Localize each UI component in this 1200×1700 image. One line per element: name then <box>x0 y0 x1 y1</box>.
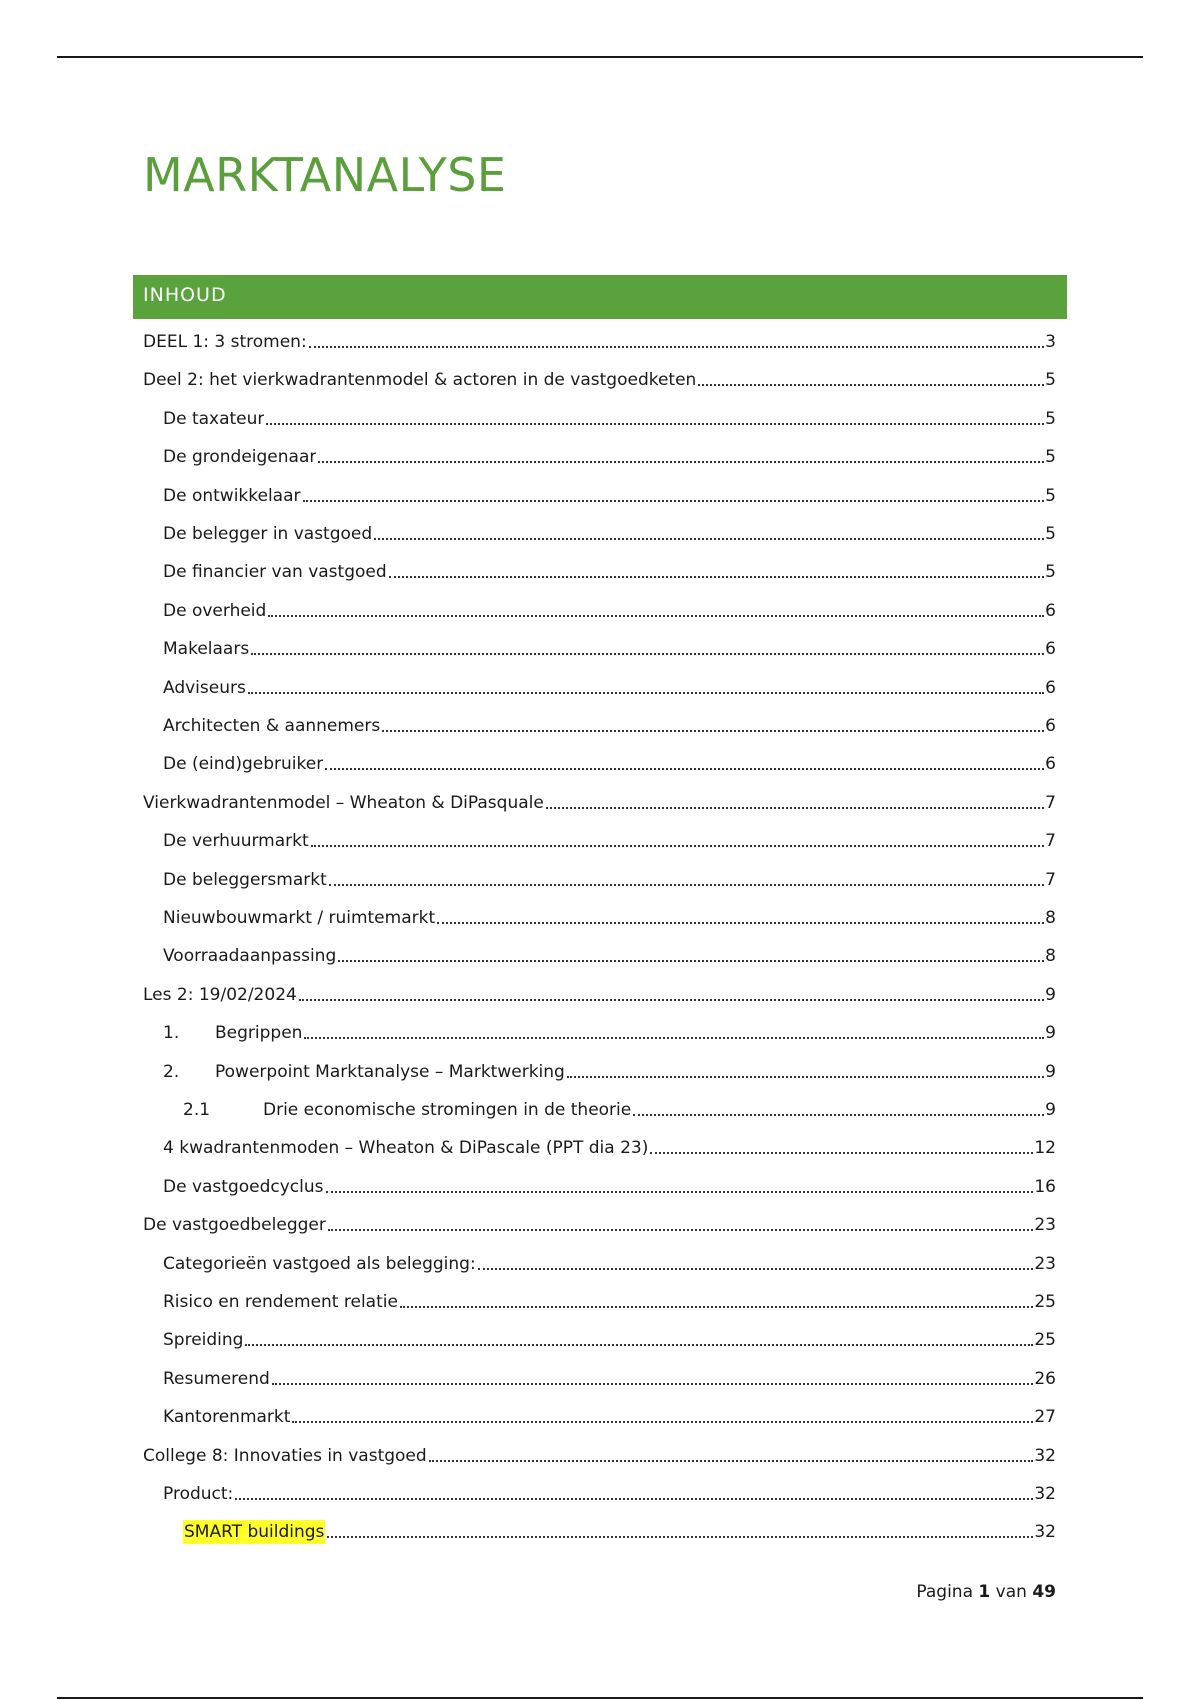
toc-dot-leader <box>309 346 1044 348</box>
toc-entry-title: De belegger in vastgoed <box>163 524 373 544</box>
toc-entry[interactable] <box>163 443 1056 469</box>
toc-page-number: 12 <box>1034 1138 1056 1158</box>
toc-dot-leader <box>245 1344 1033 1346</box>
toc-page-number: 6 <box>1045 639 1056 659</box>
toc-entry-title: Architecten & aannemers <box>163 716 381 736</box>
toc-entry[interactable] <box>143 981 1056 1007</box>
total-pages-number: 49 <box>1032 1582 1056 1602</box>
toc-page-number: 6 <box>1045 678 1056 698</box>
toc-entry[interactable] <box>163 1173 1056 1199</box>
toc-entry-title: Kantorenmarkt <box>163 1407 291 1427</box>
toc-entry-title: Resumerend <box>163 1369 270 1389</box>
toc-entry-title: De vastgoedbelegger <box>143 1215 326 1235</box>
toc-dot-leader <box>327 1536 1033 1538</box>
toc-entry-title: DEEL 1: 3 stromen: <box>143 332 307 352</box>
toc-entry[interactable] <box>163 520 1056 546</box>
toc-dot-leader <box>266 423 1044 425</box>
toc-dot-leader <box>311 845 1045 847</box>
toc-entry-title: Categorieën vastgoed als belegging: <box>163 1254 476 1274</box>
toc-entry-title: Adviseurs <box>163 678 246 698</box>
toc-dot-leader <box>272 1383 1034 1385</box>
toc-entry-title: Product: <box>163 1484 234 1504</box>
toc-dot-leader <box>235 1498 1033 1500</box>
toc-page-number: 5 <box>1045 486 1056 506</box>
toc-entry-title: De beleggersmarkt <box>163 870 327 890</box>
toc-entry[interactable] <box>163 827 1056 853</box>
toc-page-number: 23 <box>1034 1215 1056 1235</box>
toc-entry[interactable] <box>143 1442 1056 1468</box>
toc-entry-title: Spreiding <box>163 1330 244 1350</box>
toc-entry[interactable] <box>163 750 1056 776</box>
toc-dot-leader <box>546 807 1044 809</box>
toc-page-number: 9 <box>1045 1100 1056 1120</box>
current-page-number: 1 <box>978 1582 991 1602</box>
toc-page-number: 5 <box>1045 409 1056 429</box>
toc-heading: INHOUD <box>133 275 1067 319</box>
toc-dot-leader <box>437 922 1044 924</box>
footer-rule <box>57 1697 1143 1699</box>
toc-dot-leader <box>633 1114 1044 1116</box>
toc-entry[interactable] <box>163 1019 1056 1045</box>
toc-entry-title: Vierkwadrantenmodel – Wheaton & DiPasquale <box>143 793 544 813</box>
toc-dot-leader <box>248 692 1044 694</box>
toc-entry[interactable] <box>163 1250 1056 1276</box>
toc-dot-leader <box>268 615 1044 617</box>
document-title: MARKTANALYSE <box>143 148 507 202</box>
of-label: van <box>995 1582 1027 1602</box>
toc-dot-leader <box>650 1152 1033 1154</box>
toc-dot-leader <box>304 1037 1044 1039</box>
toc-dot-leader <box>299 999 1044 1001</box>
toc-entry[interactable] <box>163 866 1056 892</box>
toc-page-number: 23 <box>1034 1254 1056 1274</box>
toc-page-number: 5 <box>1045 562 1056 582</box>
toc-entry[interactable] <box>163 558 1056 584</box>
toc-entry[interactable] <box>163 1288 1056 1314</box>
toc-entry-number: 2. <box>163 1062 180 1082</box>
toc-entry[interactable] <box>163 674 1056 700</box>
toc-dot-leader <box>328 1229 1034 1231</box>
toc-page-number: 6 <box>1045 754 1056 774</box>
toc-entry-title: De verhuurmarkt <box>163 831 309 851</box>
toc-page-number: 32 <box>1034 1522 1056 1542</box>
toc-page-number: 9 <box>1045 985 1056 1005</box>
toc-dot-leader <box>382 730 1044 732</box>
toc-dot-leader <box>292 1421 1033 1423</box>
toc-page-number: 26 <box>1034 1369 1056 1389</box>
toc-dot-leader <box>325 768 1044 770</box>
toc-entry-title: De financier van vastgoed <box>163 562 387 582</box>
toc-entry[interactable] <box>163 1058 1056 1084</box>
toc-entry-title: Les 2: 19/02/2024 <box>143 985 297 1005</box>
toc-entry[interactable] <box>143 1211 1056 1237</box>
toc-page-number: 25 <box>1034 1330 1056 1350</box>
toc-dot-leader <box>326 1191 1034 1193</box>
toc-entry-number: 1. <box>163 1023 180 1043</box>
toc-entry[interactable] <box>163 1480 1056 1506</box>
toc-entry[interactable] <box>183 1518 1056 1544</box>
toc-page-number: 16 <box>1034 1177 1056 1197</box>
toc-entry-title: Nieuwbouwmarkt / ruimtemarkt <box>163 908 436 928</box>
toc-entry[interactable] <box>163 405 1056 431</box>
header-rule <box>57 56 1143 58</box>
toc-page-number: 7 <box>1045 831 1056 851</box>
toc-entry[interactable] <box>163 712 1056 738</box>
toc-entry-title: Deel 2: het vierkwadrantenmodel & actoren in de vastgoedketen <box>143 370 697 390</box>
toc-entry-title: Begrippen <box>215 1023 303 1043</box>
toc-page-number: 8 <box>1045 946 1056 966</box>
toc-entry-title: Makelaars <box>163 639 250 659</box>
toc-entry-title: SMART buildings <box>184 1522 325 1542</box>
toc-entry-title: De overheid <box>163 601 267 621</box>
toc-dot-leader <box>338 960 1044 962</box>
toc-dot-leader <box>374 538 1044 540</box>
toc-entry-title: Voorraadaanpassing <box>163 946 337 966</box>
page-number-footer <box>916 1580 1056 1604</box>
toc-entry[interactable] <box>163 482 1056 508</box>
toc-entry-title: Drie economische stromingen in de theorie <box>263 1100 632 1120</box>
toc-entry[interactable] <box>163 1134 1056 1160</box>
toc-entry[interactable] <box>163 904 1056 930</box>
toc-page-number: 7 <box>1045 870 1056 890</box>
toc-dot-leader <box>478 1268 1034 1270</box>
toc-page-number: 27 <box>1034 1407 1056 1427</box>
toc-dot-leader <box>429 1460 1034 1462</box>
toc-page-number: 32 <box>1034 1446 1056 1466</box>
toc-dot-leader <box>329 884 1044 886</box>
toc-entry[interactable] <box>163 1403 1056 1429</box>
toc-entry-title: College 8: Innovaties in vastgoed <box>143 1446 427 1466</box>
toc-entry[interactable] <box>143 789 1056 815</box>
toc-dot-leader <box>318 461 1044 463</box>
toc-page-number: 6 <box>1045 716 1056 736</box>
toc-entry-title: De vastgoedcyclus <box>163 1177 324 1197</box>
toc-entry[interactable] <box>143 366 1056 392</box>
toc-entry[interactable] <box>163 942 1056 968</box>
toc-entry-title: De grondeigenaar <box>163 447 317 467</box>
toc-entry[interactable] <box>183 1096 1056 1122</box>
toc-page-number: 9 <box>1045 1023 1056 1043</box>
toc-page-number: 7 <box>1045 793 1056 813</box>
toc-entry-title: De ontwikkelaar <box>163 486 301 506</box>
toc-dot-leader <box>251 653 1044 655</box>
toc-entry-title: De (eind)gebruiker <box>163 754 324 774</box>
toc-page-number: 8 <box>1045 908 1056 928</box>
toc-entry[interactable] <box>143 328 1056 354</box>
toc-entry-title: Powerpoint Marktanalyse – Marktwerking <box>215 1062 565 1082</box>
toc-page-number: 5 <box>1045 370 1056 390</box>
toc-entry-title: 4 kwadrantenmoden – Wheaton & DiPascale (PPT dia 23) <box>163 1138 649 1158</box>
toc-dot-leader <box>698 384 1044 386</box>
toc-dot-leader <box>567 1076 1044 1078</box>
toc-page-number: 5 <box>1045 447 1056 467</box>
toc-entry-title: De taxateur <box>163 409 265 429</box>
toc-entry[interactable] <box>163 635 1056 661</box>
toc-dot-leader <box>400 1306 1033 1308</box>
toc-page-number: 6 <box>1045 601 1056 621</box>
toc-entry-title: Risico en rendement relatie <box>163 1292 398 1312</box>
toc-page-number: 25 <box>1034 1292 1056 1312</box>
toc-entry-number: 2.1 <box>183 1100 211 1120</box>
toc-page-number: 32 <box>1034 1484 1056 1504</box>
toc-entry[interactable] <box>163 1365 1056 1391</box>
toc-page-number: 3 <box>1045 332 1056 352</box>
page-label: Pagina <box>916 1582 973 1602</box>
toc-entry[interactable] <box>163 597 1056 623</box>
toc-entry[interactable] <box>163 1326 1056 1352</box>
toc-dot-leader <box>303 500 1045 502</box>
toc-dot-leader <box>389 576 1045 578</box>
toc-page-number: 9 <box>1045 1062 1056 1082</box>
toc-page-number: 5 <box>1045 524 1056 544</box>
